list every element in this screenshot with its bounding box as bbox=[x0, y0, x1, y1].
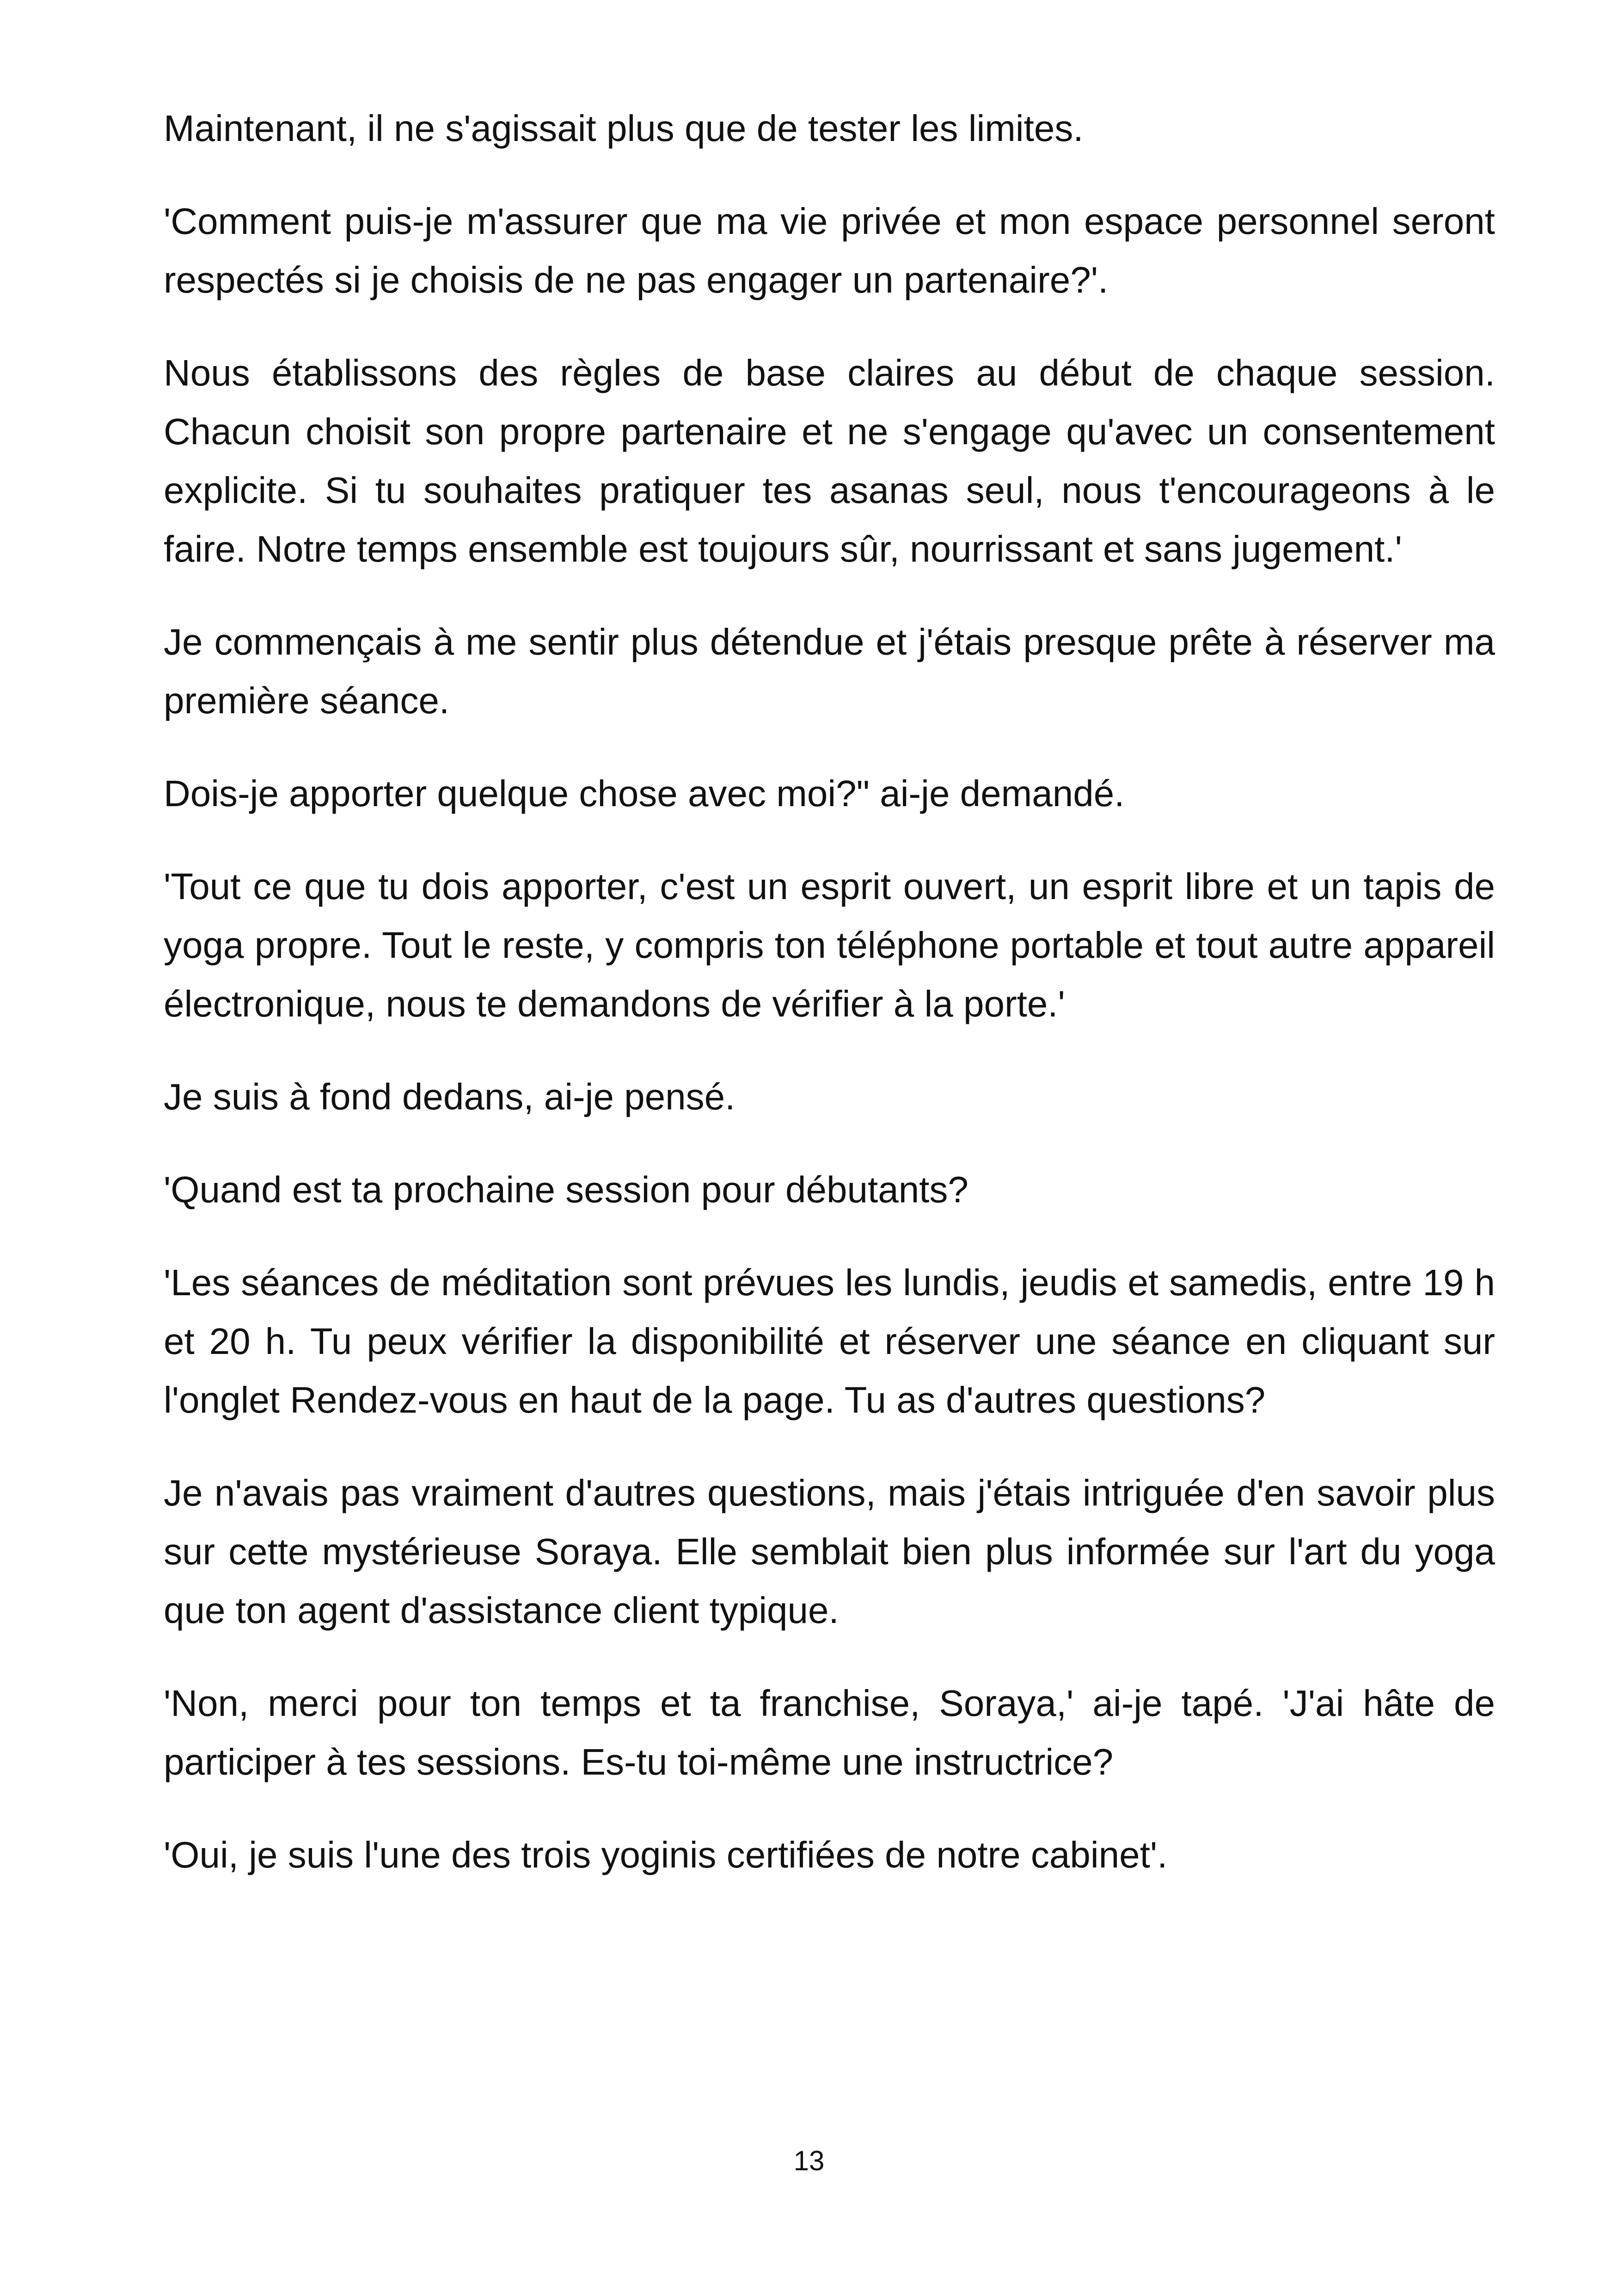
page-number: 13 bbox=[793, 2145, 825, 2176]
paragraph: 'Quand est ta prochaine session pour débutants? bbox=[164, 1169, 968, 1210]
paragraph: Je suis à fond dedans, ai-je pensé. bbox=[164, 1076, 735, 1117]
paragraph: 'Tout ce que tu dois apporter, c'est un esprit ouvert, un esprit libre et un tapis de yoga propre. Tout le reste, y compris ton téléphone portable et tout autre appareil électronique, nous te demandons de vérifier à la porte.' bbox=[164, 866, 1495, 1024]
paragraph: Je commençais à me sentir plus détendue et j'étais presque prête à réserver ma première séance. bbox=[164, 621, 1495, 721]
paragraph: 'Comment puis-je m'assurer que ma vie privée et mon espace personnel seront respectés si je choisis de ne pas engager un partenaire?'. bbox=[164, 201, 1495, 300]
paragraph: Je n'avais pas vraiment d'autres questions, mais j'étais intriguée d'en savoir plus sur cette mystérieuse Soraya. Elle semblait bien plus informée sur l'art du yoga que ton agent d'assistance client typique. bbox=[164, 1472, 1495, 1631]
paragraph: 'Les séances de méditation sont prévues les lundis, jeudis et samedis, entre 19 h et 20 h. Tu peux vérifier la disponibilité et réserver une séance en cliquant sur l'onglet Rendez-vous en haut de la page. Tu as d'autres questions? bbox=[164, 1262, 1495, 1420]
paragraph: 'Non, merci pour ton temps et ta franchise, Soraya,' ai-je tapé. 'J'ai hâte de participer à tes sessions. Es-tu toi-même une instructrice? bbox=[164, 1683, 1495, 1782]
paragraph: 'Oui, je suis l'une des trois yoginis certifiées de notre cabinet'. bbox=[164, 1834, 1168, 1875]
paragraph: Nous établissons des règles de base claires au début de chaque session. Chacun choisit son propre partenaire et ne s'engage qu'avec un consentement explicite. Si tu souhaites pratiquer tes asanas seul, nous t'encourageons à le faire. Notre temps ensemble est toujours sûr, nourrissant et sans jugement.' bbox=[164, 352, 1495, 569]
paragraph: Maintenant, il ne s'agissait plus que de tester les limites. bbox=[164, 108, 1084, 149]
paragraph: Dois-je apporter quelque chose avec moi?" ai-je demandé. bbox=[164, 773, 1125, 814]
body-text bbox=[164, 99, 1495, 1918]
